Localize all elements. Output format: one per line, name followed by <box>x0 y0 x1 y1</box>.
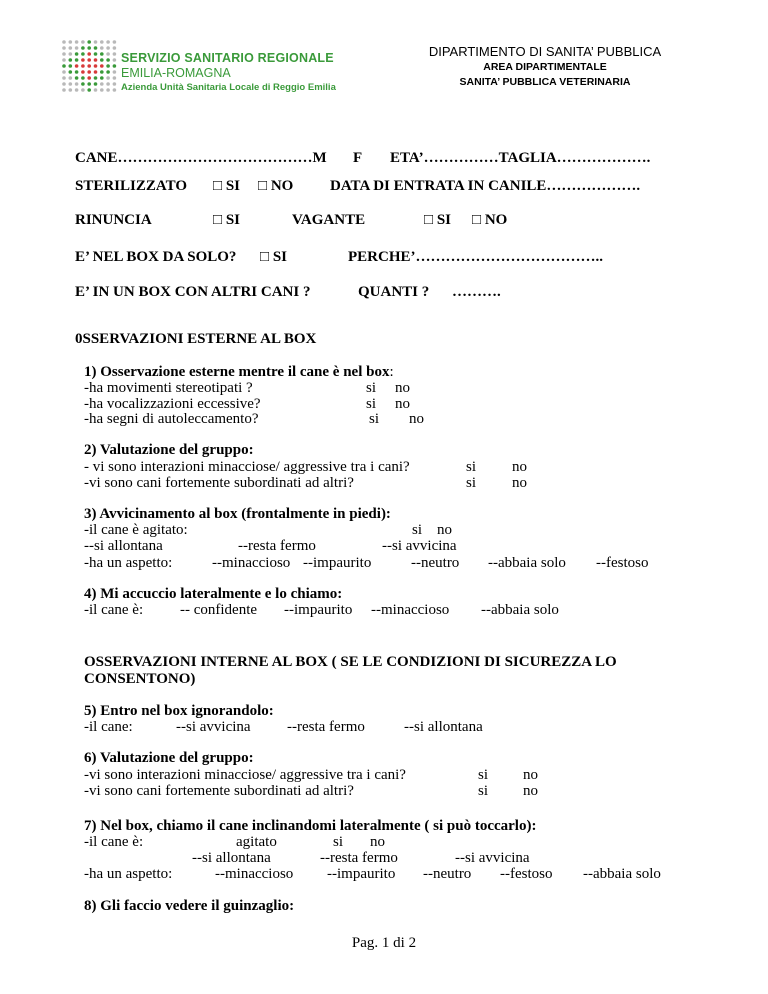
s3-resta[interactable]: --resta fermo <box>238 538 316 554</box>
logo-dot <box>62 82 66 86</box>
logo-dot <box>87 64 91 68</box>
page-number: Pag. 1 di 2 <box>351 935 417 951</box>
s3-agitato: -il cane è agitato: <box>84 522 188 538</box>
logo-dot <box>87 52 91 56</box>
logo-dot <box>106 52 110 56</box>
logo-dot <box>87 40 91 44</box>
logo-dot <box>94 88 98 92</box>
s3-aspetto: -ha un aspetto: <box>84 555 173 571</box>
s3-allontana[interactable]: --si allontana <box>84 538 163 554</box>
logo-dot <box>87 88 91 92</box>
logo-dots-icon <box>60 38 118 94</box>
logo-dot <box>81 52 85 56</box>
logo-dot <box>113 64 117 68</box>
logo-dot <box>106 46 110 50</box>
s4-abbaia[interactable]: --abbaia solo <box>481 602 559 618</box>
s3-festoso[interactable]: --festoso <box>596 555 649 571</box>
s2-item-2: -vi sono cani fortemente subordinati ad altri? <box>84 475 354 491</box>
logo-dot <box>106 76 110 80</box>
logo-dot <box>87 82 91 86</box>
s3-neutro[interactable]: --neutro <box>411 555 460 571</box>
s6-item-2: -vi sono cani fortemente subordinati ad altri? <box>84 783 354 799</box>
s1-item-2: -ha vocalizzazioni eccessive? <box>84 396 261 412</box>
rinuncia-label: RINUNCIA <box>75 212 152 228</box>
logo-dot <box>106 82 110 86</box>
logo-dot <box>94 58 98 62</box>
logo-dot <box>87 46 91 50</box>
logo-dot <box>81 46 85 50</box>
logo-dot <box>100 70 104 74</box>
logo-line1: SERVIZIO SANITARIO REGIONALE <box>121 51 334 65</box>
s3-si[interactable]: si <box>412 522 423 538</box>
internal-title-line1: OSSERVAZIONI INTERNE AL BOX ( SE LE CONDIZIONI DI SICUREZZA LO <box>84 654 617 670</box>
logo-dot <box>113 70 117 74</box>
logo-dot <box>87 70 91 74</box>
logo-dot <box>100 46 104 50</box>
logo-dot <box>113 52 117 56</box>
logo-dot <box>81 64 85 68</box>
logo-dot <box>75 76 79 80</box>
logo-dot <box>69 58 73 62</box>
s7-avvicina[interactable]: --si avvicina <box>455 850 530 866</box>
s3-no[interactable]: no <box>437 522 452 538</box>
s6-si-1[interactable]: si <box>478 767 489 783</box>
s4-impaurito[interactable]: --impaurito <box>284 602 353 618</box>
s7-allontana[interactable]: --si allontana <box>192 850 271 866</box>
data-entrata-field: DATA DI ENTRATA IN CANILE………………. <box>330 178 641 194</box>
logo-dot <box>62 88 66 92</box>
logo-dot <box>100 58 104 62</box>
s7-agitato: agitato <box>236 834 277 850</box>
logo-dot <box>75 40 79 44</box>
s7-minaccioso[interactable]: --minaccioso <box>215 866 294 882</box>
logo-dot <box>100 40 104 44</box>
s2-si-2[interactable]: si <box>466 475 477 491</box>
vet-title: SANITA’ PUBBLICA VETERINARIA <box>459 76 631 88</box>
s6-si-2[interactable]: si <box>478 783 489 799</box>
quanti-label: QUANTI ? <box>358 284 430 300</box>
s3-avvicina[interactable]: --si avvicina <box>382 538 457 554</box>
logo-dot <box>62 64 66 68</box>
logo-dot <box>100 64 104 68</box>
logo-dot <box>81 58 85 62</box>
logo-dot <box>81 76 85 80</box>
logo-dot <box>62 70 66 74</box>
rinuncia-si[interactable]: □ SI <box>213 212 240 228</box>
s1-no-1[interactable]: no <box>395 380 410 396</box>
logo-dot <box>94 52 98 56</box>
logo-dot <box>62 52 66 56</box>
vagante-si[interactable]: □ SI <box>424 212 451 228</box>
s1-si-2[interactable]: si <box>366 396 377 412</box>
s5-allontana[interactable]: --si allontana <box>404 719 483 735</box>
s5-avvicina[interactable]: --si avvicina <box>176 719 251 735</box>
s4-confidente[interactable]: -- confidente <box>180 602 258 618</box>
s6-item-1: -vi sono interazioni minacciose/ aggressive tra i cani? <box>84 767 406 783</box>
s7-cane: -il cane è: <box>84 834 144 850</box>
vagante-no[interactable]: □ NO <box>472 212 508 228</box>
logo-dot <box>94 82 98 86</box>
s4-cane: -il cane è: <box>84 602 144 618</box>
logo-dot <box>75 58 79 62</box>
vagante-label: VAGANTE <box>292 212 366 228</box>
s6-no-1[interactable]: no <box>523 767 538 783</box>
logo-dot <box>113 82 117 86</box>
logo-dot <box>75 52 79 56</box>
logo-dot <box>106 58 110 62</box>
logo-dot <box>87 76 91 80</box>
s7-neutro[interactable]: --neutro <box>423 866 472 882</box>
s1-title: 1) Osservazione esterne mentre il cane è nel box: <box>84 364 394 380</box>
logo-dot <box>69 40 73 44</box>
logo-dot <box>94 70 98 74</box>
s7-festoso[interactable]: --festoso <box>500 866 553 882</box>
s3-minaccioso[interactable]: --minaccioso <box>212 555 291 571</box>
s3-impaurito[interactable]: --impaurito <box>303 555 372 571</box>
logo-dot <box>62 76 66 80</box>
s1-item-3: -ha segni di autoleccamento? <box>84 411 259 427</box>
f-field: F <box>353 150 363 166</box>
logo-line2: EMILIA-ROMAGNA <box>121 66 231 80</box>
s7-aspetto: -ha un aspetto: <box>84 866 173 882</box>
s7-no[interactable]: no <box>370 834 385 850</box>
logo-dot <box>113 58 117 62</box>
s3-abbaia[interactable]: --abbaia solo <box>488 555 566 571</box>
s6-title: 6) Valutazione del gruppo: <box>84 750 254 766</box>
s7-si[interactable]: si <box>333 834 344 850</box>
logo-dot <box>106 70 110 74</box>
s5-title: 5) Entro nel box ignorandolo: <box>84 703 274 719</box>
logo-dot <box>81 40 85 44</box>
sterilizzato-si[interactable]: □ SI <box>213 178 240 194</box>
cane-field: CANE…………………………………M <box>75 150 327 166</box>
s1-item-1: -ha movimenti stereotipati ? <box>84 380 253 396</box>
logo-dot <box>75 82 79 86</box>
logo-dot <box>113 88 117 92</box>
logo-dot <box>94 64 98 68</box>
s1-no-3[interactable]: no <box>409 411 424 427</box>
area-title: AREA DIPARTIMENTALE <box>483 61 607 73</box>
s7-impaurito[interactable]: --impaurito <box>327 866 396 882</box>
s4-minaccioso[interactable]: --minaccioso <box>371 602 450 618</box>
s7-abbaia[interactable]: --abbaia solo <box>583 866 661 882</box>
box-altri-label: E’ IN UN BOX CON ALTRI CANI ? <box>75 284 311 300</box>
logo-dot <box>69 82 73 86</box>
s1-no-2[interactable]: no <box>395 396 410 412</box>
box-solo-label: E’ NEL BOX DA SOLO? <box>75 249 237 265</box>
logo-dot <box>81 88 85 92</box>
sterilizzato-label: STERILIZZATO <box>75 178 187 194</box>
logo-dot <box>69 52 73 56</box>
logo-dot <box>69 70 73 74</box>
s8-title: 8) Gli faccio vedere il guinzaglio: <box>84 898 295 914</box>
logo-dot <box>69 76 73 80</box>
logo-dot <box>62 40 66 44</box>
quanti-field: ………. <box>452 284 501 300</box>
s7-title: 7) Nel box, chiamo il cane inclinandomi lateralmente ( si può toccarlo): <box>84 818 537 834</box>
logo-dot <box>69 88 73 92</box>
logo-dot <box>106 88 110 92</box>
s6-no-2[interactable]: no <box>523 783 538 799</box>
logo-line3: Azienda Unità Sanitaria Locale di Reggio Emilia <box>121 82 336 93</box>
s7-resta[interactable]: --resta fermo <box>320 850 398 866</box>
logo-dot <box>100 76 104 80</box>
logo-dot <box>100 88 104 92</box>
s2-title: 2) Valutazione del gruppo: <box>84 442 254 458</box>
s1-si-3[interactable]: si <box>369 411 380 427</box>
logo-dot <box>94 76 98 80</box>
logo-dot <box>75 88 79 92</box>
logo-dot <box>106 40 110 44</box>
s5-cane: -il cane: <box>84 719 133 735</box>
logo-dot <box>62 46 66 50</box>
logo-dot <box>113 40 117 44</box>
logo-dot <box>81 70 85 74</box>
logo-dot <box>62 58 66 62</box>
logo-dot <box>75 70 79 74</box>
sterilizzato-no[interactable]: □ NO <box>258 178 294 194</box>
logo-dot <box>81 82 85 86</box>
dept-title: DIPARTIMENTO DI SANITA’ PUBBLICA <box>428 44 662 59</box>
logo-dot <box>69 64 73 68</box>
s2-no-2[interactable]: no <box>512 475 527 491</box>
logo-dot <box>94 46 98 50</box>
logo-dot <box>113 76 117 80</box>
logo-dot <box>106 64 110 68</box>
s3-title: 3) Avvicinamento al box (frontalmente in piedi): <box>84 506 391 522</box>
logo-dot <box>100 52 104 56</box>
s1-si-1[interactable]: si <box>366 380 377 396</box>
external-title: 0SSERVAZIONI ESTERNE AL BOX <box>75 331 317 347</box>
logo-dot <box>75 64 79 68</box>
logo-dot <box>100 82 104 86</box>
s5-resta[interactable]: --resta fermo <box>287 719 365 735</box>
logo-dot <box>75 46 79 50</box>
perche-field: PERCHE’……………………………….. <box>348 249 603 265</box>
s2-si-1[interactable]: si <box>466 459 477 475</box>
s2-no-1[interactable]: no <box>512 459 527 475</box>
logo-dot <box>113 46 117 50</box>
logo-dot <box>69 46 73 50</box>
box-solo-si[interactable]: □ SI <box>260 249 287 265</box>
eta-taglia-field: ETA’……………TAGLIA………………. <box>390 150 651 166</box>
s2-item-1: - vi sono interazioni minacciose/ aggressive tra i cani? <box>84 459 410 475</box>
logo-dot <box>94 40 98 44</box>
internal-title-line2: CONSENTONO) <box>84 671 196 687</box>
s4-title: 4) Mi accuccio lateralmente e lo chiamo: <box>84 586 343 602</box>
logo-dot <box>87 58 91 62</box>
